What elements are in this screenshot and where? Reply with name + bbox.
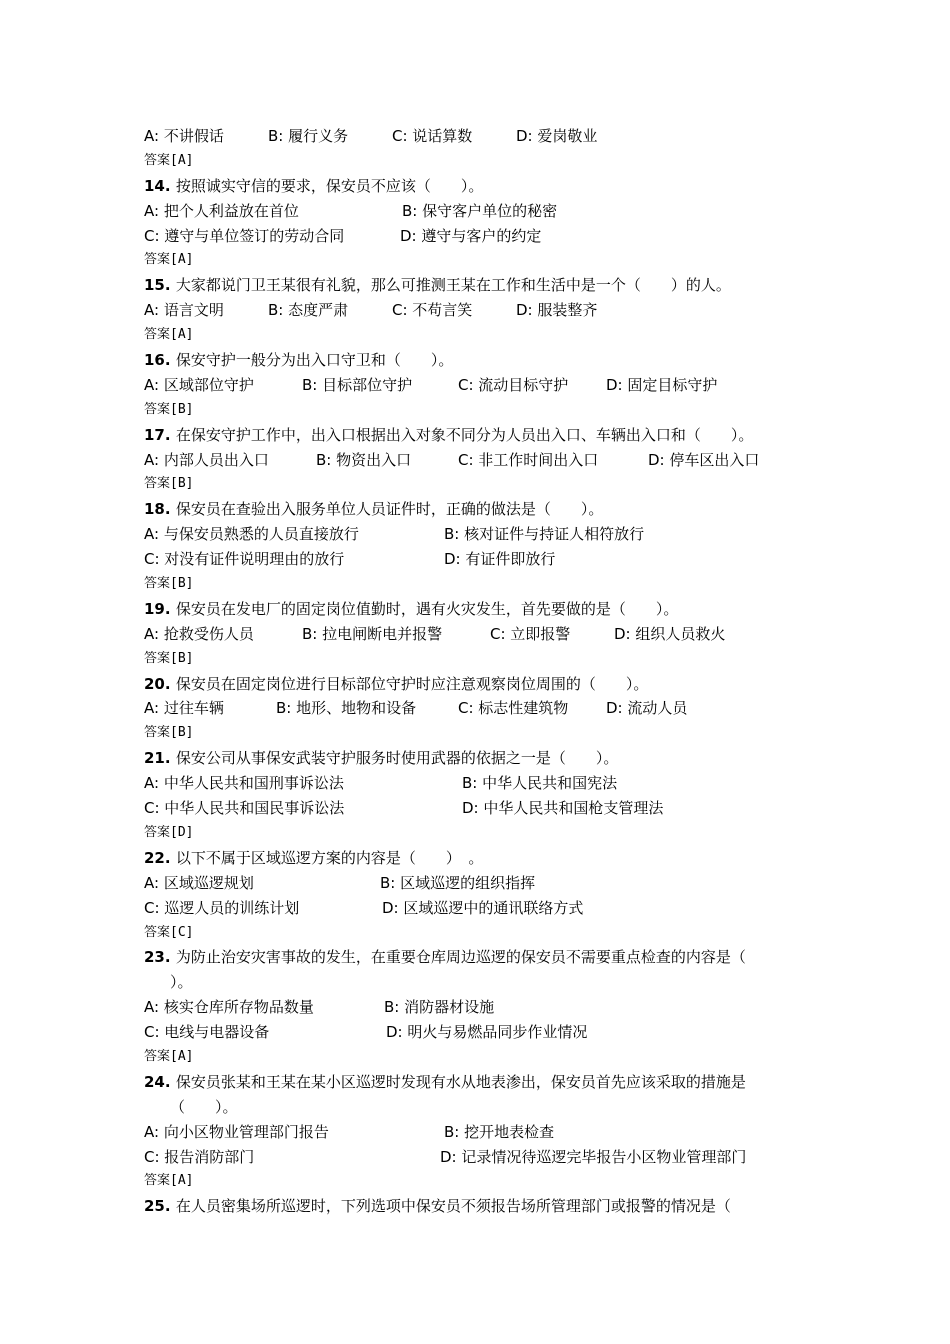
option-d: D: 遵守与客户的约定 [400, 226, 542, 245]
option-b: B: 区域巡逻的组织指挥 [380, 873, 536, 892]
options-row [144, 224, 824, 249]
answer-line: 答案[A] [144, 1173, 194, 1189]
question-text: 在人员密集场所巡逻时，下列选项中保安员不须报告场所管理部门或报警的情况是（ [175, 1197, 731, 1216]
option-a: A: 区域巡逻规划 [144, 873, 254, 892]
question-number: 24. [144, 1072, 171, 1091]
question-text: 保安公司从事保安武装守护服务时使用武器的依据之一是（ ）。 [175, 749, 619, 768]
question-number: 19. [144, 599, 171, 618]
question-text-continued: ）。 [170, 973, 193, 992]
answer-line: 答案[B] [144, 476, 194, 492]
question-number: 17. [144, 425, 171, 444]
options-row [144, 1145, 824, 1170]
answer-line: 答案[A] [144, 327, 194, 343]
options-row [144, 448, 824, 473]
option-c: C: 电线与电器设备 [144, 1023, 270, 1042]
question-number: 15. [144, 276, 171, 295]
option-a: A: 核实仓库所存物品数量 [144, 998, 314, 1017]
answer-line: 答案[D] [144, 824, 194, 840]
options-row [144, 1120, 824, 1145]
option-a: A: 抢救受伤人员 [144, 624, 254, 643]
answer-line: 答案[B] [144, 650, 194, 666]
option-d: D: 爱岗敬业 [516, 127, 598, 145]
question-text: 以下不属于区域巡逻方案的内容是（ ） 。 [175, 848, 484, 867]
answer-line: 答案[B] [144, 576, 194, 592]
question-20 [144, 672, 824, 697]
question-16 [144, 348, 824, 373]
options-row [144, 522, 824, 547]
option-c: C: 流动目标守护 [458, 375, 569, 394]
question-text: 大家都说门卫王某很有礼貌，那么可推测王某在工作和生活中是一个（ ）的人。 [175, 276, 731, 295]
options-row [144, 696, 824, 721]
options-row [144, 871, 824, 896]
answer-line: 答案[A] [144, 1048, 194, 1064]
question-number: 18. [144, 500, 171, 519]
option-d: D: 区域巡逻中的通讯联络方式 [382, 898, 584, 917]
option-c: C: 说话算数 [392, 127, 473, 145]
option-d: D: 固定目标守护 [606, 375, 718, 394]
question-14 [144, 174, 824, 199]
options-row [144, 796, 824, 821]
question-number: 21. [144, 749, 171, 768]
question-text: 保安员在发电厂的固定岗位值勤时，遇有火灾发生，首先要做的是（ ）。 [175, 599, 679, 618]
option-b: B: 中华人民共和国宪法 [462, 774, 618, 793]
option-a: A: 中华人民共和国刑事诉讼法 [144, 774, 344, 793]
question-text: 按照诚实守信的要求，保安员不应该（ ）。 [175, 176, 484, 195]
option-c: C: 对没有证件说明理由的放行 [144, 550, 345, 569]
options-row [144, 547, 824, 572]
option-a: A: 语言文明 [144, 301, 224, 320]
option-c: C: 标志性建筑物 [458, 699, 569, 718]
question-text: 保安员在固定岗位进行目标部位守护时应注意观察岗位周围的（ ）。 [175, 674, 649, 693]
question-text: 保安员张某和王某在某小区巡逻时发现有水从地表渗出，保安员首先应该采取的措施是 [175, 1072, 746, 1091]
question-number: 23. [144, 948, 171, 967]
question-number: 20. [144, 674, 171, 693]
options-row [144, 771, 824, 796]
question-text: 为防止治安灾害事故的发生，在重要仓库周边巡逻的保安员不需要重点检查的内容是（ [175, 948, 746, 967]
option-a: A: 过往车辆 [144, 699, 224, 718]
question-21 [144, 746, 824, 771]
option-a: A: 与保安员熟悉的人员直接放行 [144, 525, 359, 544]
question-text-continued: （ ）。 [170, 1097, 238, 1116]
question-text: 保安守护一般分为出入口守卫和（ ）。 [175, 351, 454, 370]
options-row [144, 124, 824, 149]
question-text: 在保安守护工作中，出入口根据出入对象不同分为人员出入口、车辆出入口和（ ）。 [175, 425, 754, 444]
option-d: D: 服装整齐 [516, 301, 598, 320]
option-b: B: 挖开地表检查 [444, 1122, 555, 1141]
option-c: C: 巡逻人员的训练计划 [144, 898, 300, 917]
option-b: B: 地形、地物和设备 [276, 699, 417, 718]
option-b: B: 保守客户单位的秘密 [402, 201, 558, 220]
option-d: D: 流动人员 [606, 699, 688, 718]
question-22 [144, 846, 824, 871]
option-a: A: 向小区物业管理部门报告 [144, 1122, 329, 1141]
option-b: B: 履行义务 [268, 127, 349, 145]
answer-line: 答案[A] [144, 152, 194, 168]
option-a: A: 把个人利益放在首位 [144, 201, 299, 220]
question-number: 25. [144, 1197, 171, 1216]
question-17 [144, 423, 824, 448]
option-d: D: 组织人员救火 [614, 624, 726, 643]
option-c: C: 中华人民共和国民事诉讼法 [144, 799, 345, 818]
question-19 [144, 597, 824, 622]
option-b: B: 目标部位守护 [302, 375, 413, 394]
question-text: 保安员在查验出入服务单位人员证件时，正确的做法是（ ）。 [175, 500, 604, 519]
option-b: B: 核对证件与持证人相符放行 [444, 525, 645, 544]
option-a: A: 不讲假话 [144, 127, 224, 145]
options-row [144, 373, 824, 398]
question-24 [144, 1070, 824, 1095]
option-d: D: 有证件即放行 [444, 550, 556, 569]
answer-line: 答案[B] [144, 401, 194, 417]
options-row [144, 622, 824, 647]
question-23 [144, 945, 824, 970]
question-25 [144, 1194, 824, 1219]
option-d: D: 中华人民共和国枪支管理法 [462, 799, 664, 818]
question-number: 22. [144, 848, 171, 867]
question-number: 14. [144, 176, 171, 195]
question-number: 16. [144, 351, 171, 370]
option-b: B: 态度严肃 [268, 301, 349, 320]
option-c: C: 报告消防部门 [144, 1147, 255, 1166]
options-row [144, 1020, 824, 1045]
options-row [144, 896, 824, 921]
option-c: C: 不苟言笑 [392, 301, 473, 320]
option-c: C: 立即报警 [490, 624, 571, 643]
question-15 [144, 273, 824, 298]
option-d: D: 记录情况待巡逻完毕报告小区物业管理部门 [440, 1147, 747, 1166]
option-c: C: 非工作时间出入口 [458, 450, 599, 469]
options-row [144, 298, 824, 323]
answer-line: 答案[A] [144, 252, 194, 268]
option-b: B: 物资出入口 [316, 450, 412, 469]
option-a: A: 区域部位守护 [144, 375, 254, 394]
answer-line: 答案[C] [144, 924, 194, 940]
option-b: B: 拉电闸断电并报警 [302, 624, 443, 643]
options-row [144, 995, 824, 1020]
option-a: A: 内部人员出入口 [144, 450, 269, 469]
options-row [144, 199, 824, 224]
question-list [144, 124, 824, 1219]
option-c: C: 遵守与单位签订的劳动合同 [144, 226, 345, 245]
answer-line: 答案[B] [144, 725, 194, 741]
option-d: D: 明火与易燃品同步作业情况 [386, 1023, 588, 1042]
option-d: D: 停车区出入口 [648, 450, 760, 469]
question-18 [144, 497, 824, 522]
option-b: B: 消防器材设施 [384, 998, 495, 1017]
